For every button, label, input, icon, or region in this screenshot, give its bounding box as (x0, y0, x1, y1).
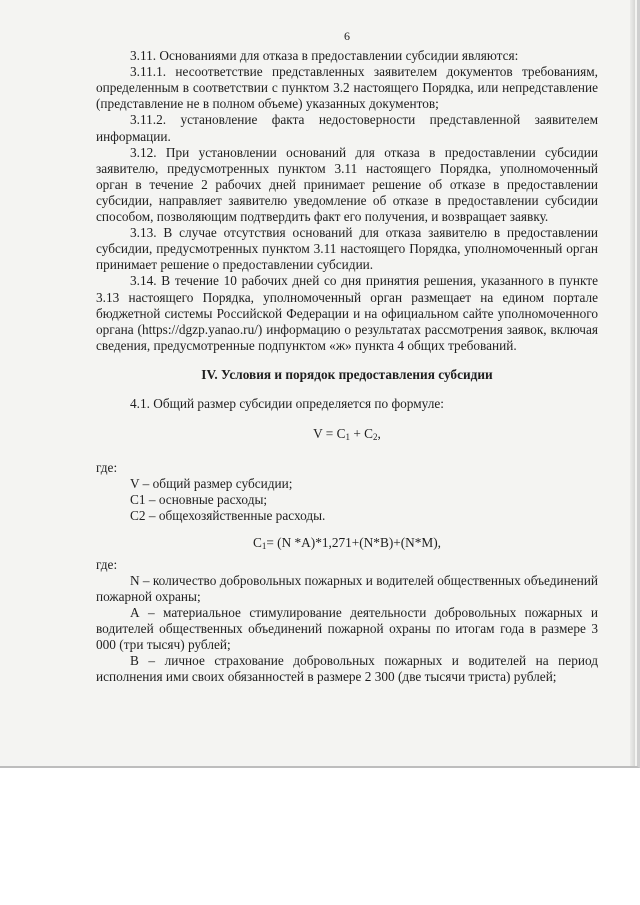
definition-a: А – материальное стимулирование деятельности добровольных пожарных и водителей общественных объединений пожарной охраны по итогам года в размере 3 000 (три тысяч) рублей; (96, 604, 598, 653)
where-label-2: где: (96, 556, 118, 572)
formula-lhs: V = C (313, 426, 346, 442)
formula-c1-sub: 1 (261, 540, 267, 551)
where-label: где: (96, 460, 118, 476)
definition-c2: C2 – общехозяйственные расходы. (130, 508, 326, 524)
formula-sub-1: 1 (345, 432, 351, 443)
formula-mid: + C (350, 426, 374, 442)
paragraph-3-12: 3.12. При установлении оснований для отказа в предоставлении субсидии заявителю, предусмотренных пунктом 3.11 настоящего Порядка, уполномоченный орган в течение 2 рабочих дней принимает решение об отказе в предоставлении субсидии, направляет заявителю уведомление об отказе в предоставлении субсидии способом, позволяющим подтвердить факт его получения, и возвращает заявку. (96, 144, 598, 225)
paragraph-3-11-1: 3.11.1. несоответствие представленных заявителем документов требованиям, определенным в соответствии с пунктом 3.2 настоящего Порядка, или непредставление (представление не в полном объеме) указанных документов; (96, 64, 598, 112)
formula-sub-2: 2 (373, 432, 378, 443)
paragraph-3-11-2: 3.11.2. установление факта недостоверности представленной заявителем информации. (96, 112, 598, 144)
definition-b: В – личное страхование добровольных пожарных и водителей на период исполнения ими своих обязанностей в размере 2 300 (две тысячи триста) рублей; (96, 653, 598, 685)
formula-c1 (96, 535, 598, 551)
paragraph-4-1: 4.1. Общий размер субсидии определяется по формуле: (130, 395, 444, 411)
page-number: 6 (344, 29, 350, 43)
formula-total (96, 426, 598, 442)
section-heading: IV. Условия и порядок предоставления субсидии (201, 366, 493, 382)
definition-n: N – количество добровольных пожарных и водителей общественных объединений пожарной охраны; (96, 572, 598, 604)
paragraph-3-13: 3.13. В случае отсутствия оснований для отказа заявителю в предоставлении субсидии, предусмотренных пунктом 3.11 настоящего Порядка, уполномоченный орган принимает решение о предоставлении субсидии. (96, 225, 598, 273)
paragraph-3-14: 3.14. В течение 10 рабочих дней со дня принятия решения, указанного в пункте 3.13 настоящего Порядка, уполномоченный орган размещает на едином портале бюджетной системы Российской Федерации и на официальном сайте уполномоченного органа (https://dgzp.yanao.ru/) информацию о результатах рассмотрения заявок, включая сведения, предусмотренные подпунктом «ж» пункта 4 общих требований. (96, 273, 598, 353)
definition-v: V – общий размер субсидии; (130, 476, 293, 492)
paragraph-3-11: 3.11. Основаниями для отказа в предоставлении субсидии являются: (130, 48, 519, 64)
document-body (96, 28, 598, 685)
formula-c1-symbol: C (252, 534, 262, 550)
formula-c1-rest: = (N *A)*1,271+(N*B)+(N*M), (266, 534, 442, 550)
definition-c1: C1 – основные расходы; (130, 492, 268, 508)
formula-tail: , (377, 426, 381, 442)
